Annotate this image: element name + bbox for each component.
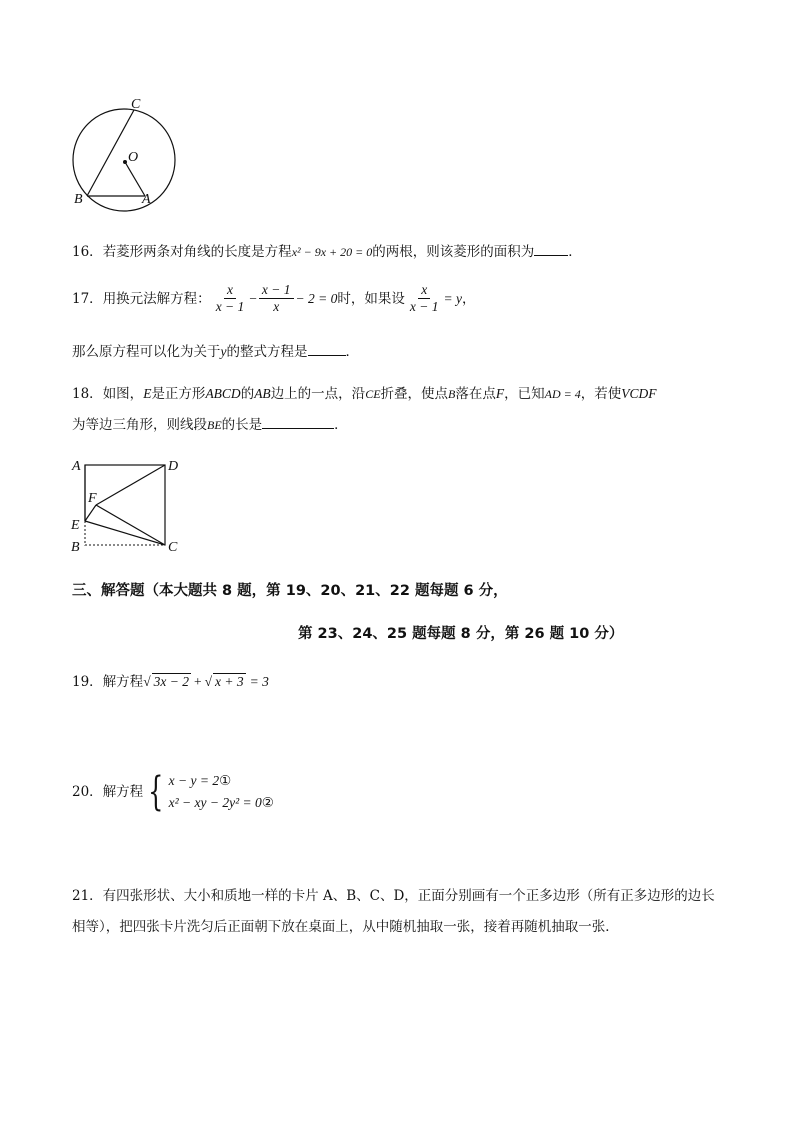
question-19 xyxy=(72,672,269,692)
q16-text-a: 若菱形两条对角线的长度是方程 xyxy=(102,244,292,260)
label-o: O xyxy=(128,150,139,165)
label-a: A xyxy=(142,192,151,207)
q18-b: B xyxy=(448,387,456,401)
square-figure xyxy=(66,455,190,555)
label-f: F xyxy=(88,491,97,506)
q17-frac2-denominator: x xyxy=(273,299,280,314)
segment-ec xyxy=(85,521,165,545)
q16-number: 16． xyxy=(72,244,103,260)
q18-text-h: ，若使 xyxy=(580,386,622,402)
q18-cdf: VCDF xyxy=(621,386,657,401)
q18-be: BE xyxy=(207,418,222,432)
q19-text: 解方程 xyxy=(102,674,144,690)
radical-sign-icon: √ xyxy=(143,674,151,689)
q19-eq: = 3 xyxy=(249,674,269,689)
q17-frac2-numerator: x − 1 xyxy=(259,282,294,299)
q18-ad-eq: AD = 4 xyxy=(544,387,581,401)
q18-ab: AB xyxy=(254,386,271,401)
q18-text-g: ，已知 xyxy=(504,386,545,402)
q16-text-b: 的两根，则该菱形的面积为 xyxy=(372,244,535,260)
q17-line2-b: 的整式方程是 xyxy=(226,344,308,360)
q18-text-d: 边上的一点，沿 xyxy=(270,386,366,402)
q17-line2-c: ． xyxy=(345,344,359,360)
q17-frac3-denominator: x − 1 xyxy=(409,299,439,314)
q20-mark1: ① xyxy=(219,773,232,789)
q18-number: 18． xyxy=(72,386,103,402)
question-21-line-2: 相等），把四张卡片洗匀后正面朝下放在桌面上，从中随机抽取一张，接着再随机抽取一张． xyxy=(72,919,619,935)
q18-line2-c: ． xyxy=(334,417,348,433)
q17-frac3-numerator: x xyxy=(418,282,430,299)
label-b: B xyxy=(74,192,83,207)
radius-oa xyxy=(125,162,145,196)
segment-ef xyxy=(85,505,96,521)
circle-figure xyxy=(66,96,184,212)
q20-eq1: x − y = 2 xyxy=(168,773,220,788)
q17-text-a: 用换元法解方程： xyxy=(102,290,211,307)
q16-equation: x² − 9x + 20 = 0 xyxy=(291,245,373,259)
q16-text-c: ． xyxy=(568,244,582,260)
q16-answer-blank[interactable] xyxy=(534,241,568,256)
radical-sign-icon: √ xyxy=(204,674,213,689)
q20-text: 解方程 xyxy=(102,784,144,800)
q17-text-b: 时，如果设 xyxy=(337,290,405,307)
question-18 xyxy=(72,384,656,404)
q20-mark2: ② xyxy=(261,795,274,811)
q17-frac1-denominator: x − 1 xyxy=(215,299,245,314)
q18-line2-b: 的长是 xyxy=(221,417,263,433)
question-16 xyxy=(72,241,582,262)
q17-line2-a: 那么原方程可以化为关于 xyxy=(72,344,221,360)
q17-fraction-1 xyxy=(213,282,248,315)
q20-number: 20． xyxy=(72,784,103,800)
question-18-line-2 xyxy=(72,414,348,435)
q20-system xyxy=(169,770,274,814)
label-e: E xyxy=(71,518,80,533)
label-c: C xyxy=(168,540,178,555)
q17-eq-y: = y xyxy=(443,290,462,306)
q17-fraction-3 xyxy=(407,282,442,315)
segment-df xyxy=(96,465,165,505)
chord-bc xyxy=(87,110,134,196)
q18-ce: CE xyxy=(365,387,381,401)
section-3-heading-line-2: 第 23、24、25 题每题 8 分，第 26 题 10 分） xyxy=(298,626,624,642)
q17-answer-blank[interactable] xyxy=(308,341,346,356)
q18-text-e: 折叠，使点 xyxy=(380,386,449,402)
label-d: D xyxy=(168,459,179,474)
q17-line2-y: y xyxy=(220,344,227,359)
q17-fraction-2 xyxy=(259,282,294,315)
q18-abcd: ABCD xyxy=(205,386,241,401)
q18-answer-blank[interactable] xyxy=(262,414,334,429)
q19-radicand-1: 3x − 2 xyxy=(153,674,189,689)
q19-plus: + xyxy=(193,674,202,689)
q18-text-c: 的 xyxy=(240,386,255,402)
q19-radicand-2: x + 3 xyxy=(215,674,244,689)
section-3-heading-line-1: 三、解答题（本大题共 8 题，第 19、20、21、22 题每题 6 分， xyxy=(72,583,508,599)
question-20 xyxy=(72,770,274,814)
q18-text-f: 落在点 xyxy=(455,386,496,402)
q17-minus: − xyxy=(249,290,257,306)
q18-line2-a: 为等边三角形，则线段 xyxy=(72,417,207,433)
q18-e: E xyxy=(143,386,152,401)
question-17-line-2 xyxy=(72,341,359,362)
question-21-line-1: 21．有四张形状、大小和质地一样的卡片 A、B、C、D，正面分别画有一个正多边形（所有正多边形的边长 xyxy=(72,888,715,904)
q18-text-a: 如图， xyxy=(102,386,144,402)
segment-fc xyxy=(96,505,165,545)
question-17 xyxy=(72,282,475,315)
label-b: B xyxy=(71,540,80,555)
q17-tail-equation: − 2 = 0 xyxy=(295,290,338,306)
q19-number: 19． xyxy=(72,674,103,690)
q18-text-b: 是正方形 xyxy=(151,386,206,402)
q20-eq2: x² − xy − 2y² = 0 xyxy=(168,795,262,810)
label-c: C xyxy=(131,97,141,112)
q17-number: 17． xyxy=(72,290,103,307)
q17-frac1-numerator: x xyxy=(224,282,236,299)
left-brace-icon: { xyxy=(148,769,164,815)
label-a: A xyxy=(72,459,81,474)
center-dot xyxy=(123,160,127,164)
q18-f: F xyxy=(495,386,505,401)
q17-text-c: ， xyxy=(461,290,476,307)
